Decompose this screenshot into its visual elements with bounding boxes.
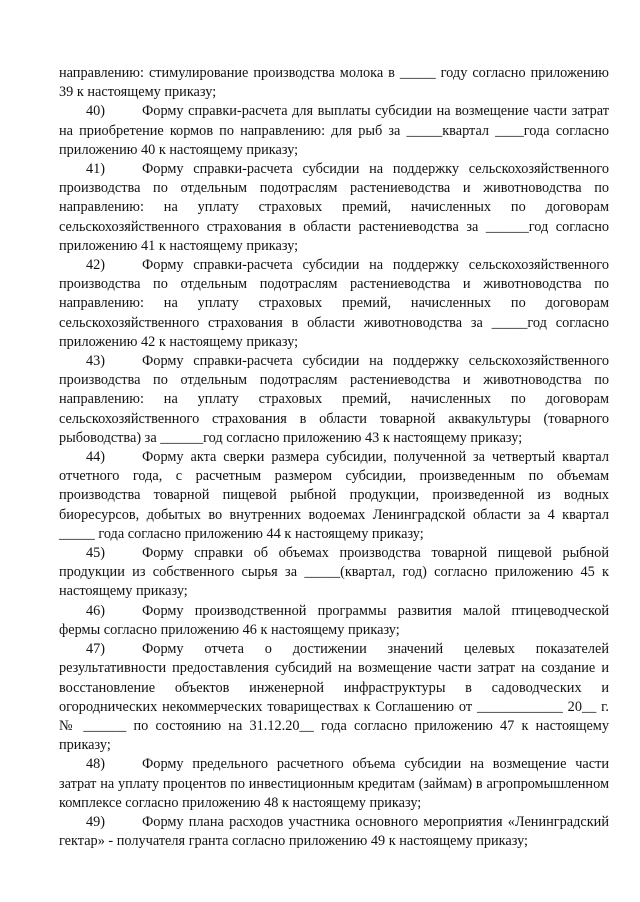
item-text: Форму отчета о достижении значений целевых показателей результативности предоставления субсидий на возмещение части затрат на создание и восстановление объектов инженерной инфраструктуры в садоводческих и огороднических некоммерческих товариществах к Соглашению от ____________ 20__ г. № ______ по состоянию на 31.12.20__ года согласно приложению 47 к настоящему приказу; bbox=[59, 641, 609, 754]
item-number: 44) bbox=[86, 449, 106, 466]
item-text: Форму справки-расчета субсидии на поддержку сельскохозяйственного производства по отдельным подотраслям растениеводства и животноводства по направлению: на уплату страховых премий, начисленных по договорам сельскохозяйственного страхования в области животноводства за _____год согласно приложению 42 к настоящему приказу; bbox=[59, 257, 609, 350]
item-number: 40) bbox=[86, 103, 106, 120]
item-number: 43) bbox=[86, 353, 106, 370]
paragraph-text: направлению: стимулирование производства молока в _____ году согласно приложению 39 к настоящему приказу; bbox=[59, 65, 609, 101]
list-item-44 bbox=[59, 448, 609, 544]
list-item-42 bbox=[59, 256, 609, 352]
document-page bbox=[59, 64, 609, 851]
item-number: 46) bbox=[86, 602, 106, 619]
item-text: Форму акта сверки размера субсидии, полученной за четвертый квартал отчетного года, с расчетным размером субсидии, произведенным по объемам производства товарной пищевой рыбной продукции, произведенной из водных биоресурсов, добытых во внутренних водоемах Ленинградской области за 4 квартал _____ года согласно приложению 44 к настоящему приказу; bbox=[59, 449, 609, 542]
list-item-41 bbox=[59, 160, 609, 256]
paragraph-39-continuation bbox=[59, 64, 609, 102]
list-item-47 bbox=[59, 640, 609, 755]
item-text: Форму справки об объемах производства товарной пищевой рыбной продукции из собственного сырья за _____(квартал, год) согласно приложению 45 к настоящему приказу; bbox=[59, 545, 609, 600]
list-item-40 bbox=[59, 102, 609, 160]
item-text: Форму справки-расчета субсидии на поддержку сельскохозяйственного производства по отдельным подотраслям растениеводства и животноводства по направлению: на уплату страховых премий, начисленных по договорам сельскохозяйственного страхования в области растениеводства за ______год согласно приложению 41 к настоящему приказу; bbox=[59, 161, 609, 254]
item-text: Форму справки-расчета для выплаты субсидии на возмещение части затрат на приобретение кормов по направлению: для рыб за _____квартал ____года согласно приложению 40 к настоящему приказу; bbox=[59, 103, 609, 158]
item-number: 45) bbox=[86, 545, 106, 562]
item-number: 42) bbox=[86, 257, 106, 274]
list-item-43 bbox=[59, 352, 609, 448]
list-item-49 bbox=[59, 813, 609, 851]
list-item-45 bbox=[59, 544, 609, 602]
item-number: 41) bbox=[86, 161, 106, 178]
item-text: Форму справки-расчета субсидии на поддержку сельскохозяйственного производства по отдельным подотраслям растениеводства и животноводства по направлению: на уплату страховых премий, начисленных по договорам сельскохозяйственного страхования в области товарной аквакультуры (товарного рыбоводства) за ______год согласно приложению 43 к настоящему приказу; bbox=[59, 353, 609, 446]
item-number: 47) bbox=[86, 641, 106, 658]
list-item-46 bbox=[59, 602, 609, 640]
item-text: Форму предельного расчетного объема субсидии на возмещение части затрат на уплату процентов по инвестиционным кредитам (займам) в агропромышленном комплексе согласно приложению 48 к настоящему приказу; bbox=[59, 756, 609, 811]
item-text: Форму производственной программы развития малой птицеводческой фермы согласно приложению 46 к настоящему приказу; bbox=[59, 602, 609, 638]
item-number: 48) bbox=[86, 756, 106, 773]
item-text: Форму плана расходов участника основного мероприятия «Ленинградский гектар» - получателя гранта согласно приложению 49 к настоящему приказу; bbox=[59, 813, 609, 850]
item-number: 49) bbox=[86, 813, 106, 830]
list-item-48 bbox=[59, 755, 609, 813]
